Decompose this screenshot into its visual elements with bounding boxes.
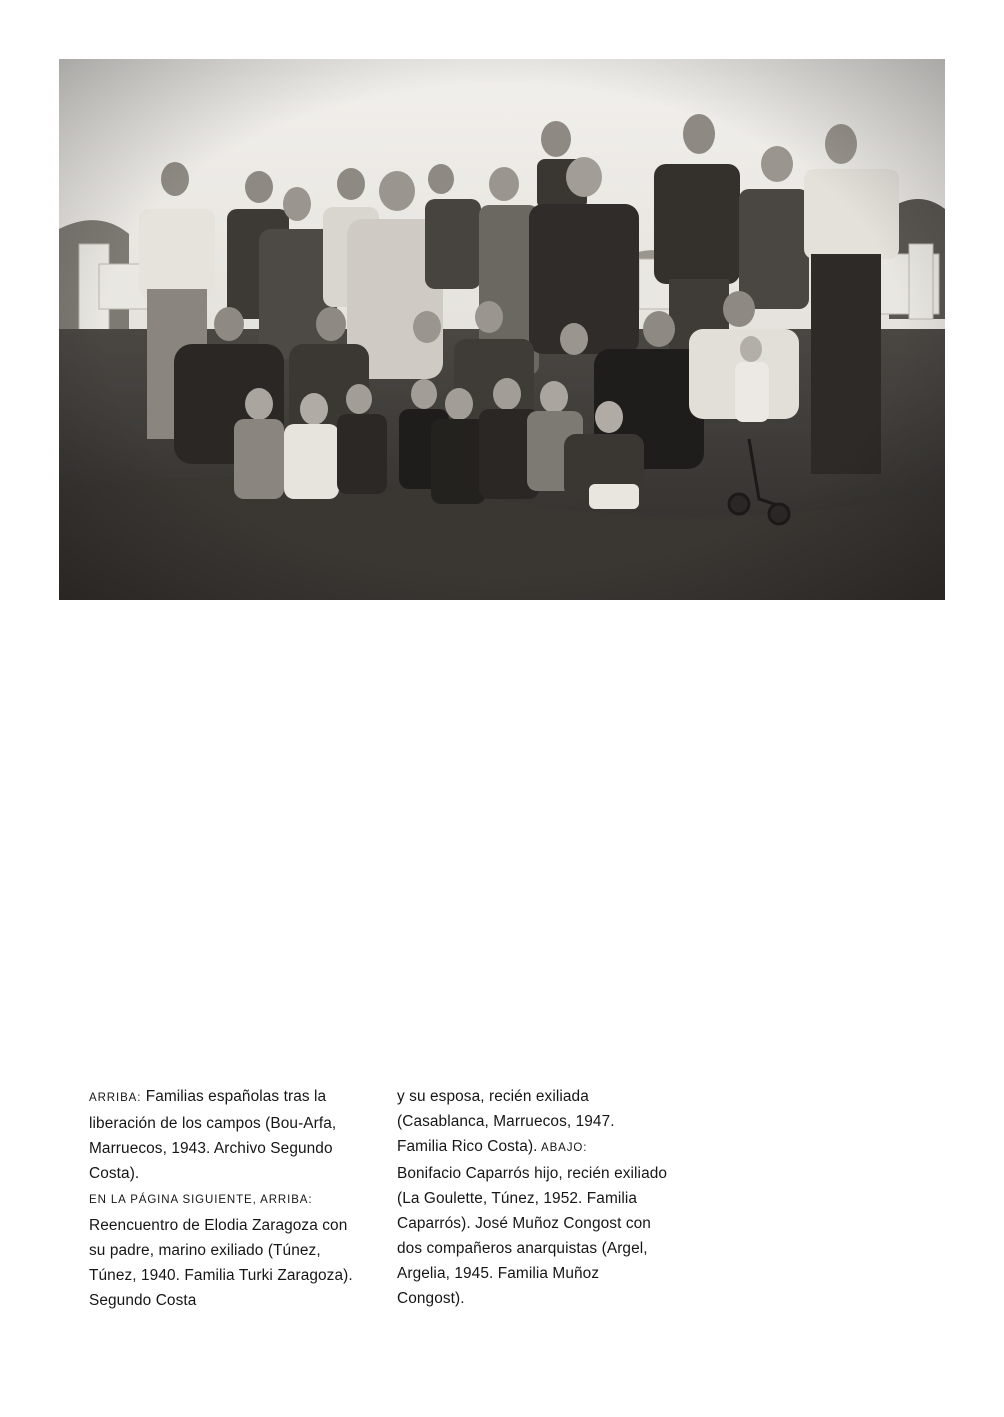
caption-text: y su esposa, recién exiliada (Casablanca, Marruecos, 1947. Familia Rico Costa). bbox=[397, 1088, 615, 1155]
caption-section-label: ARRIBA: bbox=[89, 1092, 142, 1104]
caption-left-column bbox=[89, 1084, 361, 1313]
caption-right-column bbox=[397, 1084, 669, 1311]
caption-section-label: ABAJO: bbox=[537, 1142, 588, 1154]
caption-section-label: EN LA PÁGINA SIGUIENTE, ARRIBA: bbox=[89, 1194, 313, 1206]
caption-paragraph bbox=[89, 1186, 361, 1313]
caption-text: Reencuentro de Elodia Zaragoza con su padre, marino exiliado (Túnez, Túnez, 1940. Familia Turki Zaragoza). Segundo Costa bbox=[89, 1217, 353, 1309]
photo-illustration bbox=[59, 59, 945, 600]
caption-paragraph bbox=[89, 1084, 361, 1186]
caption-paragraph bbox=[397, 1084, 669, 1161]
family-group-photo bbox=[59, 59, 945, 600]
caption-paragraph bbox=[397, 1161, 669, 1311]
caption-text: Bonifacio Caparrós hijo, recién exiliado (La Goulette, Túnez, 1952. Familia Caparrós). José Muñoz Congost con dos compañeros anarquistas (Argel, Argelia, 1945. Familia Muñoz Congost). bbox=[397, 1165, 668, 1307]
caption-text: Familias españolas tras la liberación de los campos (Bou-Arfa, Marruecos, 1943. Archivo Segundo Costa). bbox=[89, 1088, 337, 1182]
